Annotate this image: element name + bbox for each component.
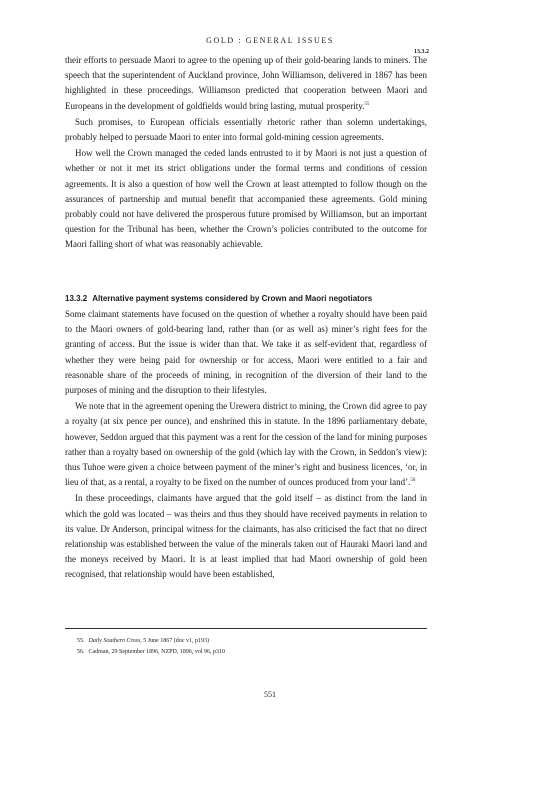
- footnote-ref-56[interactable]: 56: [410, 478, 416, 484]
- footnote-55: [77, 636, 427, 647]
- running-head: GOLD : GENERAL ISSUES: [206, 36, 334, 45]
- paragraph-1-text: their efforts to persuade Maori to agree to the opening up of their gold-bearing lands to miners. The speech that the superintendent of Auckland province, John Williamson, delivered in 1867 has been highlighted in these proceedings. Williamson predicted that cooperation between Maori and Europeans in the development of goldfields would bring lasting, mutual prosperity.: [65, 55, 427, 111]
- page-number: 551: [264, 690, 276, 699]
- paragraph-2: Such promises, to European officials essentially rhetoric rather than solemn undertakings, probably helped to persuade Maori to enter into formal gold-mining cession agreements.: [65, 116, 427, 143]
- footnote-56: [77, 647, 427, 658]
- paragraph-5-text: We note that in the agreement opening the Urewera district to mining, the Crown did agree to pay a royalty (at six pence per ounce), and enshrined this in statute. In the 1896 parliamentary debate, however, Seddon argued that this payment was a rent for the cession of the land for mining purposes rather than a royalty based on ownership of the gold (which lay with the Crown, in Seddon’s view): thus Tuhoe were given a choice between payment of the miner’s right and business licences, ‘or, in lieu of that, as a rental, a royalty to be fixed on the number of ounces produced from your land’.: [65, 401, 427, 488]
- footnote-ref-55[interactable]: 55: [364, 101, 370, 107]
- section-number-marker: 13.3.2: [414, 49, 429, 55]
- footnote-divider: [65, 628, 427, 629]
- paragraph-1: [65, 53, 427, 114]
- section-heading-title: Alternative payment systems considered by Crown and Maori negotiators: [92, 294, 373, 303]
- section-heading: [65, 294, 427, 303]
- footnote-number: 56.: [77, 649, 85, 655]
- footnote-source-title: Daily Southern Cross,: [88, 638, 142, 644]
- footnote-number: 55.: [77, 638, 85, 644]
- body-text-bottom: [65, 307, 427, 583]
- footnote-text: 5 June 1867 (doc v1, p193): [141, 638, 209, 644]
- footnote-text: Cadman, 29 September 1896, NZPD, 1896, vol 96, p310: [88, 649, 225, 655]
- paragraph-3: How well the Crown managed the ceded lands entrusted to it by Maori is not just a question of whether or not it met its strict obligations under the formal terms and conditions of cession agreements. It is also a question of how well the Crown at least attempted to follow though on the assurances of partnership and mutual benefit that accompanied these agreements. Gold mining probably could not have delivered the prosperous future promised by Williamson, but an important question for the Tribunal has been, whether the Crown’s policies contributed to the outcome for Maori falling short of what was reasonably achievable.: [65, 148, 427, 250]
- section-heading-number: 13.3.2: [65, 294, 88, 303]
- footnotes: [77, 636, 427, 658]
- paragraph-6: In these proceedings, claimants have argued that the gold itself – as distinct from the land in which the gold was located – was theirs and thus they should have received payments in relation to its value. Dr Anderson, principal witness for the claimants, has also criticised the fact that no direct relationship was established between the value of the minerals taken out of Hauraki Maori land and the moneys received by Maori. It is at least implied that had Maori ownership of gold been recognised, that relationship would have been established,: [65, 493, 427, 580]
- paragraph-5: [65, 399, 427, 490]
- paragraph-4: Some claimant statements have focused on the question of whether a royalty should have been paid to the Maori owners of gold-bearing land, rather than (or as well as) miner’s right fees for the granting of access. But the issue is wider than that. We take it as self-evident that, regardless of whether they were being paid for ownership or for access, Maori were entitled to a fair and reasonable share of the proceeds of mining, in recognition of the diversion of their land to the purposes of mining and the disruption to their lifestyles.: [65, 309, 427, 396]
- body-text-top: [65, 53, 427, 253]
